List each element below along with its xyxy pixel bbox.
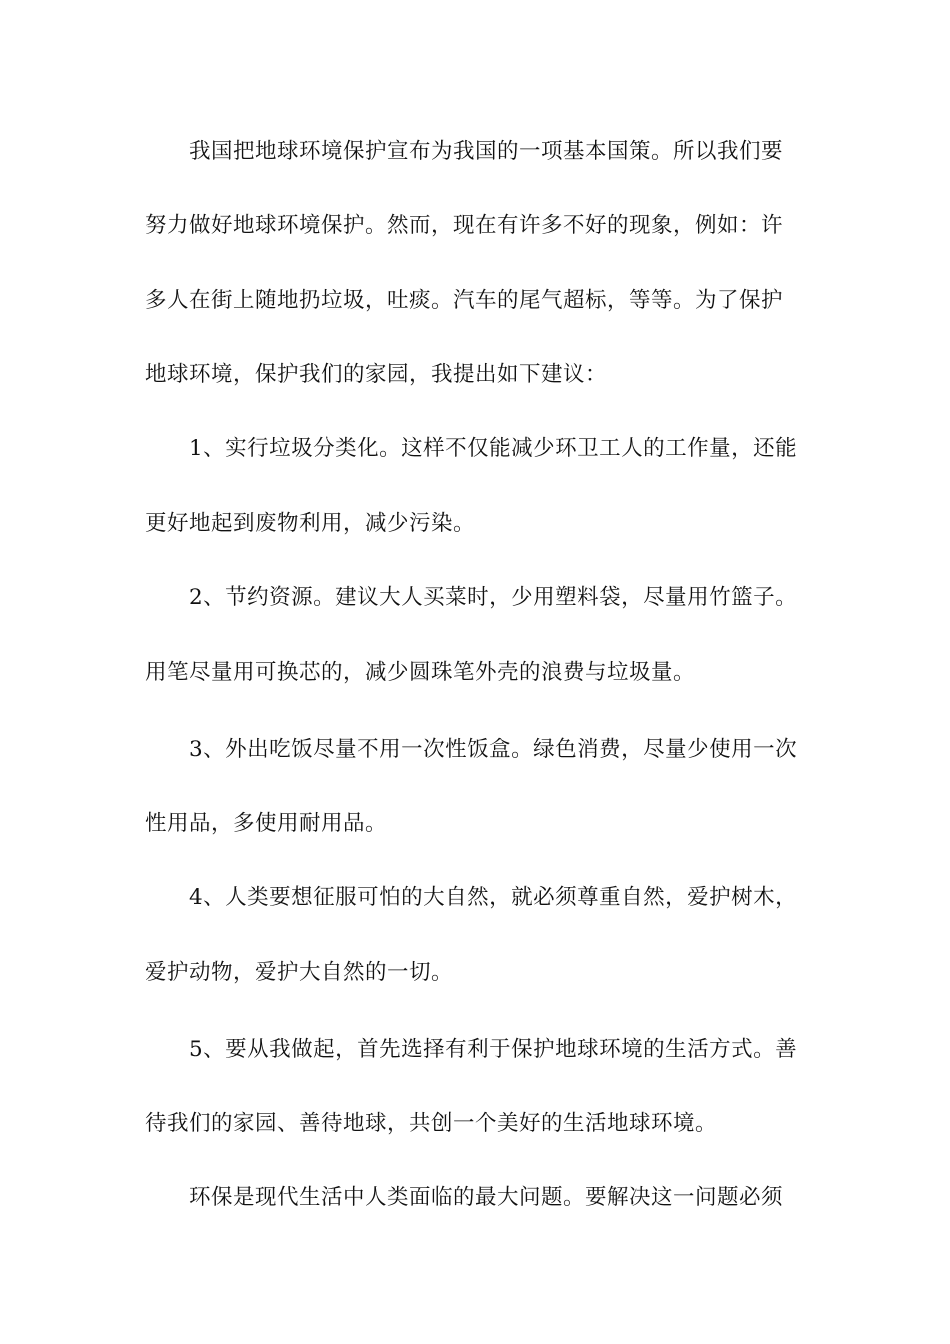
paragraph-intro-line-1: 我国把地球环境保护宣布为我国的一项基本国策。所以我们要 [189,139,784,164]
suggestion-5-line-1: 5、要从我做起，首先选择有利于保护地球环境的生活方式。善 [189,1037,798,1062]
suggestion-1-line-2: 更好地起到废物利用，减少污染。 [145,511,476,536]
suggestion-2-line-1: 2、节约资源。建议大人买菜时，少用塑料袋，尽量用竹篮子。 [189,585,798,610]
suggestion-4-line-2: 爱护动物，爱护大自然的一切。 [145,960,454,985]
suggestion-3-line-2: 性用品，多使用耐用品。 [145,811,388,836]
suggestion-5-line-2: 待我们的家园、善待地球，共创一个美好的生活地球环境。 [145,1111,718,1136]
paragraph-closing-line-1: 环保是现代生活中人类面临的最大问题。要解决这一问题必须 [189,1185,784,1210]
suggestion-3-line-1: 3、外出吃饭尽量不用一次性饭盒。绿色消费，尽量少使用一次 [189,737,798,762]
suggestion-1-line-1: 1、实行垃圾分类化。这样不仅能减少环卫工人的工作量，还能 [189,436,798,461]
paragraph-intro-line-3: 多人在街上随地扔垃圾，吐痰。汽车的尾气超标，等等。为了保护 [145,288,784,313]
suggestion-4-line-1: 4、人类要想征服可怕的大自然，就必须尊重自然，爱护树木， [189,885,798,910]
paragraph-intro-line-2: 努力做好地球环境保护。然而，现在有许多不好的现象，例如：许 [145,213,784,238]
paragraph-intro-line-4: 地球环境，保护我们的家园，我提出如下建议： [145,362,608,387]
suggestion-2-line-2: 用笔尽量用可换芯的，减少圆珠笔外壳的浪费与垃圾量。 [145,660,696,685]
